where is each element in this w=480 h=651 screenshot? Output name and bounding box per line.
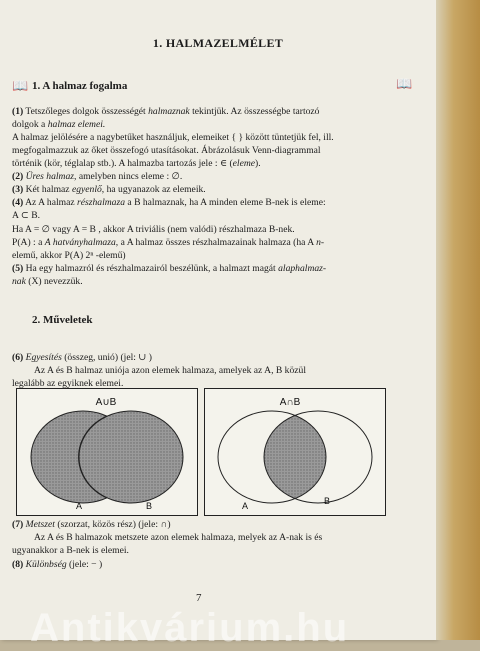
paragraph-2: (2) Üres halmaz, amelyben nincs eleme : ∅. xyxy=(12,171,183,182)
paragraph-4-line-4: P(A) : a A hatványhalmaza, a A halmaz összes részhalmazainak halmaza (ha A n- xyxy=(12,237,325,248)
paragraph-7-line-2: Az A és B halmazok metszete azon elemek halmaza, melyek az A-nak is és xyxy=(34,532,323,543)
book-icon: 📖 xyxy=(12,78,29,93)
page-edge-background xyxy=(436,0,480,640)
set-a-label: A xyxy=(76,501,83,511)
paragraph-4-line-5: elemű, akkor P(A) 2ⁿ -elemű) xyxy=(12,250,126,261)
paragraph-1-line-2: dolgok a halmaz elemei. xyxy=(12,119,106,130)
set-a-label: A xyxy=(242,501,249,511)
intersection-label: A∩B xyxy=(279,397,301,408)
set-b-label: B xyxy=(324,496,331,506)
section1-title: 1. A halmaz fogalma xyxy=(32,80,128,92)
paragraph-1-line-1: (1) Tetszőleges dolgok összességét halmaznak tekintjük. Az összességbe tartozó xyxy=(12,106,320,117)
paragraph-1-line-3: A halmaz jelölésére a nagybetűket használjuk, elemeiket { } között tüntetjük fel, ill. xyxy=(12,132,334,143)
paragraph-4-line-1: (4) Az A halmaz részhalmaza a B halmaznak, ha A minden eleme B-nek is eleme: xyxy=(12,197,326,208)
paragraph-5-line-2: nak (X) nevezzük. xyxy=(12,276,83,287)
paragraph-1-line-5: történik (kör, téglalap stb.). A halmazba tartozás jele : ∈ (eleme). xyxy=(12,158,261,169)
paragraph-6-line-3: legalább az egyiknek elemei. xyxy=(12,378,124,389)
paragraph-4-line-2: A ⊂ B. xyxy=(12,210,41,221)
watermark-text: Antikvárium.hu xyxy=(30,606,350,650)
page-number: 7 xyxy=(196,592,202,604)
paragraph-7-line-3: ugyanakkor a B-nek is elemei. xyxy=(12,545,129,556)
paragraph-1-line-4: megfogalmazzuk az őket összefogó utasításokat. Ábrázolásuk Venn-diagrammal xyxy=(12,145,321,156)
book-icon: 📖 xyxy=(396,76,413,91)
paragraph-7-line-1: (7) Metszet (szorzat, közös rész) (jele: ∩) xyxy=(12,519,171,530)
set-b-label: B xyxy=(146,501,153,511)
paragraph-4-line-3: Ha A = ∅ vagy A = B , akkor A triviális (nem valódi) részhalmaza B-nek. xyxy=(12,224,295,235)
set-b-circle xyxy=(79,411,183,503)
section2-title: 2. Műveletek xyxy=(32,314,93,326)
venn-union-figure xyxy=(16,388,198,516)
union-label: A∪B xyxy=(95,397,117,408)
paragraph-3: (3) Két halmaz egyenlő, ha ugyanazok az elemeik. xyxy=(12,184,206,195)
paragraph-6-line-1: (6) Egyesítés (összeg, unió) (jel: ∪ ) xyxy=(12,352,152,363)
venn-intersection-figure xyxy=(204,388,386,516)
paragraph-6-line-2: Az A és B halmaz uniója azon elemek halmaza, amelyek az A, B közül xyxy=(34,365,306,376)
paragraph-8: (8) Különbség (jele: − ) xyxy=(12,559,103,570)
paragraph-5-line-1: (5) Ha egy halmazról és részhalmazairól beszélünk, a halmazt magát alaphalmaz- xyxy=(12,263,327,274)
chapter-title: 1. HALMAZELMÉLET xyxy=(152,36,284,50)
